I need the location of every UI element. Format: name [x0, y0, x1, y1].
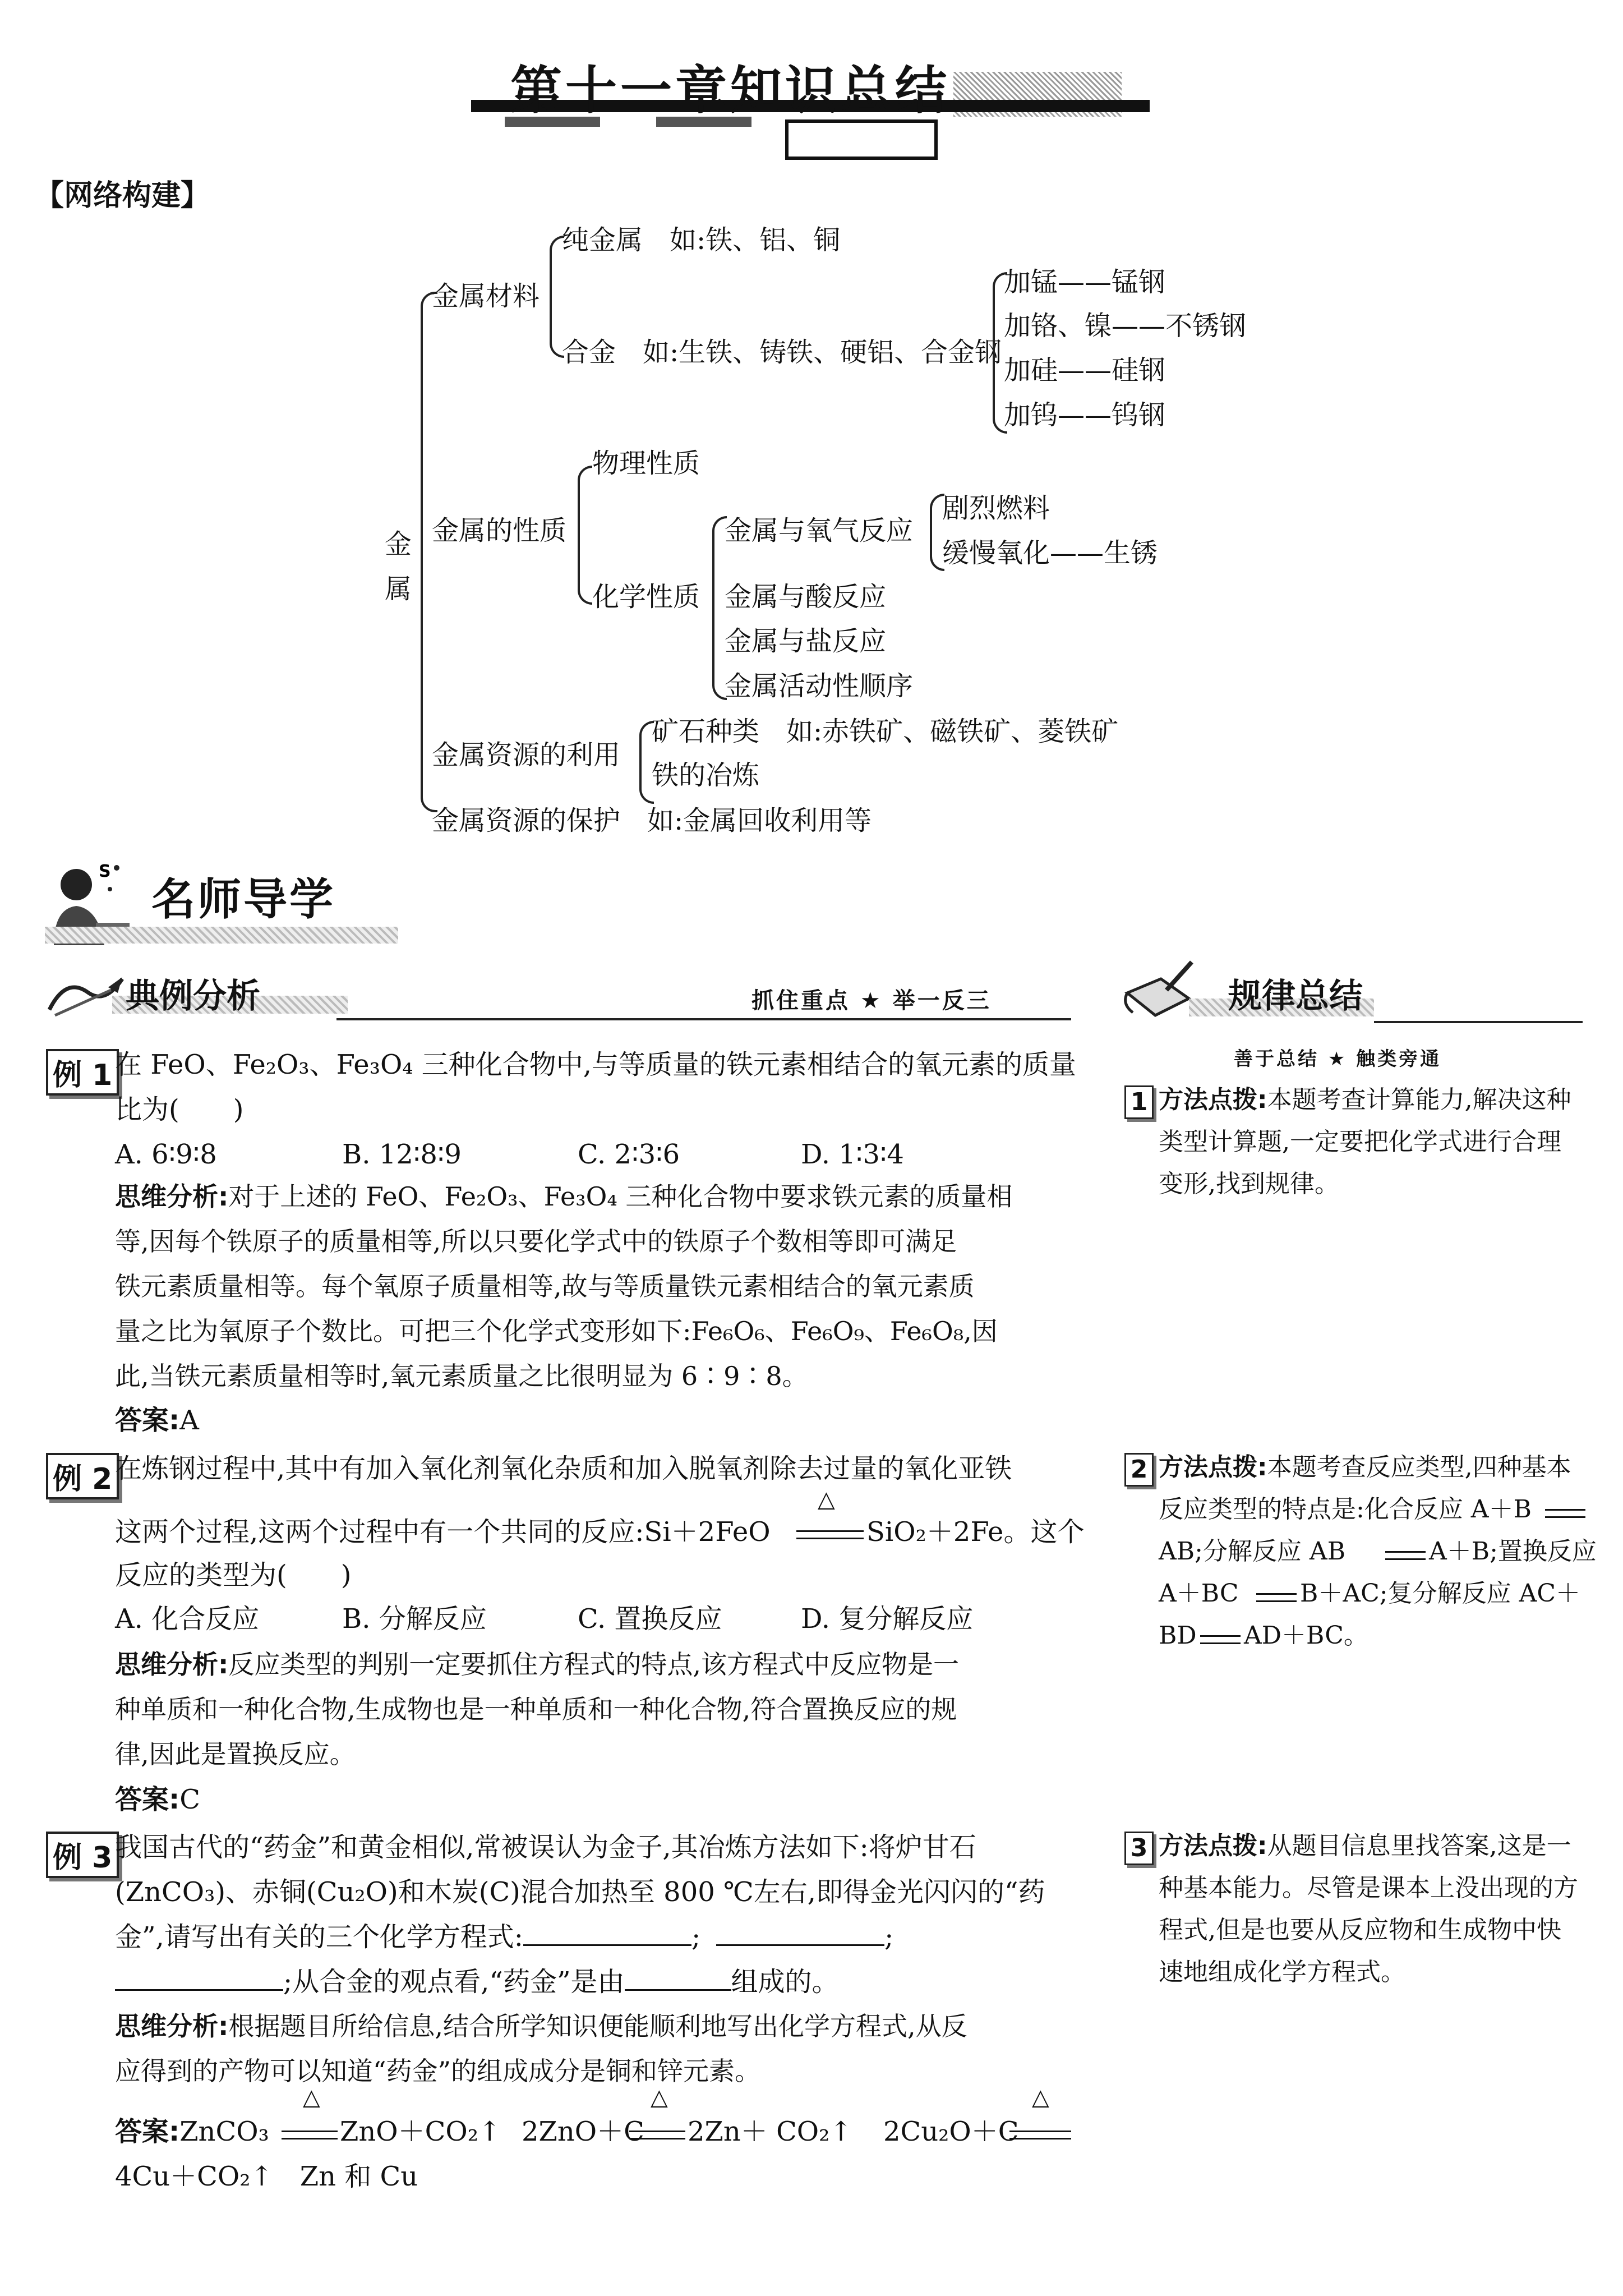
chem-item: 金属活动性顺序 — [725, 670, 914, 702]
properties-brace — [578, 466, 592, 605]
analysis-label: 思维分析: — [115, 1181, 229, 1212]
equation-part: 2ZnO＋C — [522, 2116, 644, 2147]
root-brace — [421, 292, 437, 812]
option: B. 12∶8∶9 — [342, 1139, 462, 1170]
network-heading: 【网络构建】 — [35, 179, 210, 213]
rule-line: 种基本能力。尽管是课本上没出现的方 — [1159, 1874, 1578, 1902]
question-text: 金”,请写出有关的三个化学方程式: — [115, 1921, 523, 1953]
rule-text: 从题目信息里找答案,这是一 — [1267, 1832, 1571, 1860]
rule-line: A＋B;置换反应 — [1429, 1537, 1597, 1566]
svg-text:S: S — [99, 862, 111, 881]
analysis-text: 根据题目所给信息,结合所学知识便能顺利地写出化学方程式,从反 — [228, 2011, 967, 2041]
heat-symbol: △ — [1032, 2085, 1049, 2110]
rule-line: 类型计算题,一定要把化学式进行合理 — [1159, 1128, 1561, 1156]
rule-line — [1159, 1453, 1571, 1483]
node-pure-metal: 纯金属 如:铁、铝、铜 — [562, 224, 841, 256]
option: A. 6∶9∶8 — [115, 1139, 217, 1170]
node-resource-use: 金属资源的利用 — [432, 739, 621, 771]
rule-label: 方法点拨: — [1159, 1085, 1267, 1114]
option: D. 复分解反应 — [801, 1603, 974, 1635]
chem-item: 金属与氧气反应 — [725, 515, 914, 546]
title-box-decoration — [785, 119, 938, 160]
rule-line: B＋AC;复分解反应 AC＋ — [1300, 1579, 1581, 1608]
rule-line: 速地组成化学方程式。 — [1159, 1958, 1405, 1986]
example-question-line: (ZnCO₃)、赤铜(Cu₂O)和木炭(C)混合加热至 800 ℃左右,即得金光闪闪的“药 — [115, 1876, 1045, 1908]
analysis-line: 应得到的产物可以知道“药金”的组成成分是铜和锌元素。 — [115, 2056, 761, 2086]
heat-symbol: △ — [651, 2085, 668, 2110]
example-question-line: 比为( ) — [115, 1094, 244, 1125]
answer-line — [115, 1784, 200, 1816]
rule-line: 变形,找到规律。 — [1159, 1170, 1339, 1198]
equation-equals — [796, 1530, 864, 1539]
alloy-item: 加铬、镍——不锈钢 — [1004, 310, 1247, 342]
answer-blank[interactable] — [523, 1944, 691, 1946]
node-physical: 物理性质 — [592, 448, 700, 479]
rule-label: 方法点拨: — [1159, 1453, 1267, 1481]
heat-symbol: △ — [303, 2085, 320, 2110]
node-chemical: 化学性质 — [592, 581, 700, 613]
notebook-pen-icon — [1122, 959, 1200, 1021]
equation-equals — [1200, 1635, 1241, 1644]
rule-line: AB;分解反应 AB — [1159, 1537, 1346, 1566]
example-question-line: 我国古代的“药金”和黄金相似,常被误认为金子,其冶炼方法如下:将炉甘石 — [115, 1832, 976, 1863]
equation-part: 4Cu＋CO₂↑ Zn 和 Cu — [115, 2161, 418, 2192]
option: B. 分解反应 — [342, 1603, 487, 1635]
network-root: 金属 — [385, 528, 412, 605]
examples-slogan: 抓住重点 ★ 举一反三 — [751, 988, 992, 1014]
answer-label: 答案: — [115, 2116, 180, 2147]
example-question-line: 在 FeO、Fe₂O₃、Fe₃O₄ 三种化合物中,与等质量的铁元素相结合的氧元素的质量 — [115, 1049, 1077, 1080]
analysis-line: 等,因每个铁原子的质量相等,所以只要化学式中的铁原子个数相等即可满足 — [115, 1226, 957, 1257]
answer-blank[interactable] — [716, 1944, 884, 1946]
alloy-item: 加锰——锰钢 — [1004, 266, 1166, 298]
guide-heading-ribbon — [45, 927, 398, 944]
example-question-line: SiO₂＋2Fe。这个 — [866, 1516, 1085, 1548]
answer-line — [115, 1405, 199, 1437]
heat-symbol: △ — [818, 1487, 835, 1512]
example-question-line: 反应的类型为( ) — [115, 1559, 352, 1591]
answer-blank[interactable] — [115, 1989, 283, 1991]
rule-line: A＋BC — [1159, 1579, 1239, 1608]
rule-number: 1 — [1124, 1085, 1154, 1119]
analysis-line: 量之比为氧原子个数比。可把三个化学式变形如下:Fe₆O₆、Fe₆O₉、Fe₆O₈,因 — [115, 1316, 998, 1346]
analysis-text: 反应类型的判别一定要抓住方程式的特点,该方程式中反应物是一 — [228, 1649, 960, 1680]
node-materials: 金属材料 — [432, 280, 540, 312]
rule-line — [1159, 1085, 1571, 1115]
question-text: 组成的。 — [731, 1966, 839, 1998]
node-properties: 金属的性质 — [432, 515, 567, 546]
rule-line: AD＋BC。 — [1244, 1621, 1368, 1650]
chapter-title-banner — [471, 49, 1150, 150]
rule-number: 2 — [1124, 1453, 1154, 1487]
analysis-text: 对于上述的 FeO、Fe₂O₃、Fe₃O₄ 三种化合物中要求铁元素的质量相 — [228, 1181, 1013, 1212]
rule-line: BD — [1159, 1621, 1197, 1650]
rule-text: 本题考查反应类型,四种基本 — [1267, 1453, 1571, 1481]
alloy-item: 加钨——钨钢 — [1004, 399, 1166, 431]
rule-number: 3 — [1124, 1832, 1154, 1865]
answer-line — [115, 2116, 269, 2148]
rule-text: 本题考查计算能力,解决这种 — [1267, 1085, 1571, 1114]
chem-item: 金属与酸反应 — [725, 581, 887, 613]
node-alloy: 合金 如:生铁、铸铁、硬铝、合金钢 — [562, 337, 1002, 368]
answer-label: 答案: — [115, 1405, 180, 1436]
guide-heading: 名师导学 — [151, 875, 336, 925]
equation-part: 2Cu₂O＋C — [883, 2116, 1019, 2147]
equation-equals — [629, 2131, 685, 2139]
chem-item: 金属与盐反应 — [725, 625, 887, 657]
question-text: ;从合金的观点看,“药金”是由 — [283, 1966, 625, 1998]
analysis-line: 种单质和一种化合物,生成物也是一种单质和一种化合物,符合置换反应的规 — [115, 1694, 957, 1724]
example-question-line: 在炼钢过程中,其中有加入氧化剂氧化杂质和加入脱氧剂除去过量的氧化亚铁 — [115, 1453, 1012, 1484]
answer-label: 答案: — [115, 1784, 180, 1815]
equation-part: 2Zn＋ CO₂↑ — [688, 2116, 852, 2147]
answer-value: C — [179, 1784, 200, 1815]
rule-line: 程式,但是也要从反应物和生成物中快 — [1159, 1916, 1561, 1944]
equation-equals — [1385, 1551, 1426, 1560]
analysis-line: 此,当铁元素质量相等时,氧元素质量之比很明显为 6∶9∶8。 — [115, 1361, 808, 1391]
example-question-line: 这两个过程,这两个过程中有一个共同的反应:Si＋2FeO — [115, 1516, 771, 1548]
oxygen-item: 剧烈燃料 — [942, 493, 1050, 524]
option: C. 置换反应 — [578, 1603, 722, 1635]
example-label: 例 1 — [46, 1049, 119, 1096]
rule-line — [1159, 1832, 1571, 1861]
analysis-line-1 — [115, 1649, 959, 1680]
rule-line: 反应类型的特点是:化合反应 A＋B — [1159, 1495, 1532, 1524]
oxygen-item: 缓慢氧化——生锈 — [942, 537, 1158, 569]
examples-heading-rule — [336, 1018, 1071, 1020]
chapter-title: 第十一章知识总结 — [510, 61, 951, 121]
option: C. 2∶3∶6 — [578, 1139, 680, 1170]
analysis-label: 思维分析: — [115, 2011, 229, 2041]
rules-slogan: 善于总结 ★ 触类旁通 — [1234, 1048, 1442, 1070]
analysis-line: 铁元素质量相等。每个氧原子质量相等,故与等质量铁元素相结合的氧元素质 — [115, 1271, 975, 1301]
analysis-line: 律,因此是置换反应。 — [115, 1739, 356, 1769]
analysis-line-1 — [115, 1181, 1012, 1212]
alloy-item: 加硅——硅钢 — [1004, 355, 1166, 386]
answer-blank[interactable] — [625, 1989, 731, 1991]
equation-equals — [1256, 1593, 1297, 1602]
analysis-line-1 — [115, 2011, 967, 2042]
rules-heading-rule — [1374, 1021, 1583, 1023]
option: A. 化合反应 — [115, 1603, 260, 1635]
rule-label: 方法点拨: — [1159, 1832, 1267, 1860]
answer-value: A — [179, 1405, 199, 1436]
equation-part: ZnO＋CO₂↑ — [340, 2116, 501, 2147]
rules-heading: 规律总结 — [1228, 977, 1363, 1016]
equation-part: ZnCO₃ — [179, 2116, 269, 2147]
example-question-line: 金”,请写出有关的三个化学方程式: ; ; — [115, 1921, 894, 1953]
example-question-line — [115, 1966, 839, 1999]
equation-equals — [1009, 2131, 1071, 2139]
example-label: 例 3 — [46, 1832, 119, 1878]
equation-equals — [282, 2131, 338, 2139]
node-smelting: 铁的冶炼 — [652, 760, 760, 791]
node-resource-protect: 金属资源的保护 如:金属回收利用等 — [432, 805, 872, 836]
example-label: 例 2 — [46, 1453, 119, 1499]
node-ore-types: 矿石种类 如:赤铁矿、磁铁矿、菱铁矿 — [652, 716, 1119, 747]
option: D. 1∶3∶4 — [801, 1139, 904, 1170]
equation-equals — [1545, 1509, 1585, 1518]
examples-heading: 典例分析 — [126, 977, 260, 1016]
analysis-label: 思维分析: — [115, 1649, 229, 1680]
